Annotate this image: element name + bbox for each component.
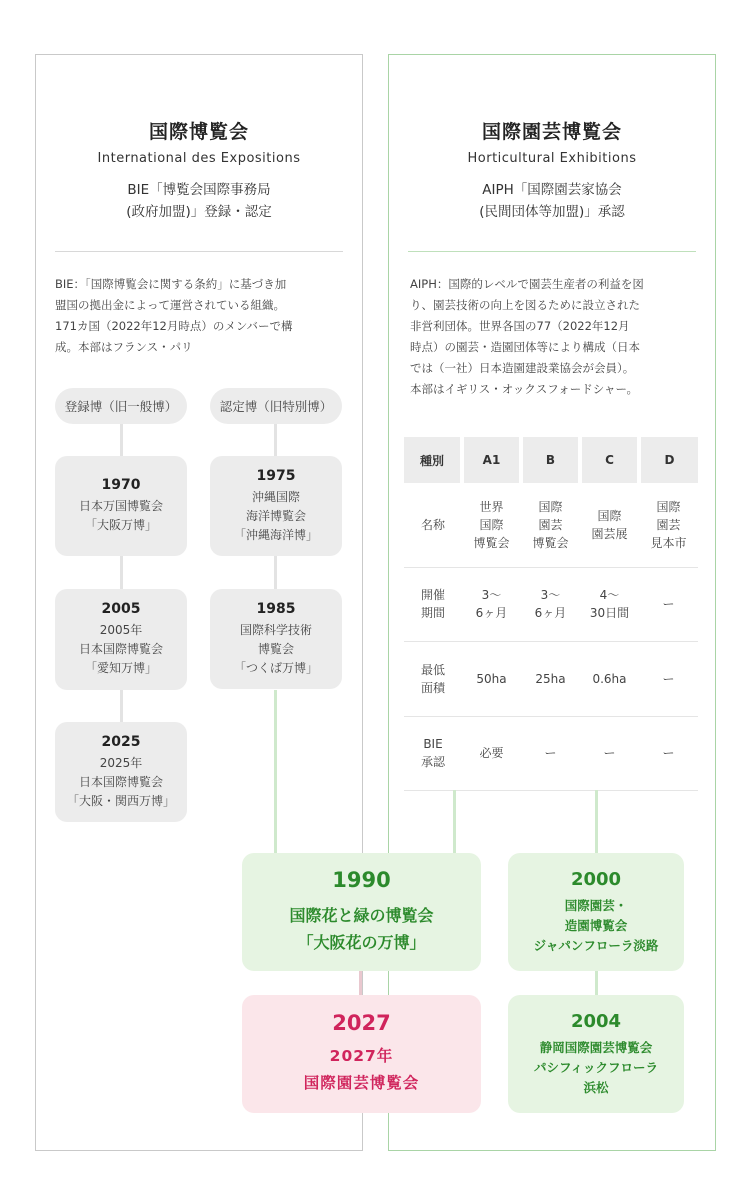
expo-name: 2025年 日本国際博覧会 「大阪・関西万博」 (66, 755, 175, 808)
table-cell: BIE 承認 (404, 716, 462, 790)
recognized-expo-label: 認定博（旧特別博） (210, 388, 342, 424)
aiph-desc-line: 非営利団体。世界各国の77（2022年12月 (410, 319, 630, 333)
expo-name: 国際科学技術 博覧会 「つくば万博」 (233, 622, 318, 675)
table-header-cell: B (521, 437, 580, 483)
table-cell: 国際 園芸 博覧会 (521, 483, 580, 567)
table-cell: 3～ 6ヶ月 (462, 567, 521, 641)
aiph-body: AIPH「国際園芸家協会 (民間団体等加盟)」承認 (479, 182, 625, 220)
table-row (404, 567, 698, 641)
table-cell: 0.6ha (580, 641, 639, 716)
expo-year: 2004 (570, 1010, 622, 1032)
table-cell: 3～ 6ヶ月 (521, 567, 580, 641)
table-row (404, 483, 698, 567)
aiph-description (410, 274, 710, 400)
2000-to-2004-connector (595, 970, 598, 997)
bie-body: BIE「博覧会国際事務局 (政府加盟)」登録・認定 (126, 182, 272, 220)
table-cell: 開催 期間 (404, 567, 462, 641)
aiph-divider (408, 251, 696, 252)
expo-2004-box (508, 995, 684, 1113)
expo-2025-box (55, 722, 187, 822)
expo-2000-box (508, 853, 684, 971)
table-cell: ー (639, 567, 698, 641)
table-cell: 世界 国際 博覧会 (462, 483, 521, 567)
expo-2005-box (55, 589, 187, 690)
expo-name: 日本万国博覧会 「大阪万博」 (78, 499, 163, 532)
expo-name: 2027年 国際園芸博覧会 (303, 1047, 420, 1092)
expo-year: 1970 (101, 477, 141, 493)
table-cell: 4～ 30日間 (580, 567, 639, 641)
table-cell: ー (639, 716, 698, 790)
expo-name: 静岡国際園芸博覧会 パシフィックフローラ 浜松 (533, 1039, 658, 1095)
bie-desc-line: 成。本部はフランス・パリ (55, 340, 193, 354)
c-to-2000-connector (595, 790, 598, 855)
aiph-title: 国際園芸博覧会 (481, 121, 622, 143)
aiph-subtitle: Horticultural Exhibitions (467, 151, 637, 166)
bie-divider (55, 251, 343, 252)
expo-year: 1985 (256, 600, 296, 617)
table-row (404, 716, 698, 790)
bie-subtitle: International des Expositions (97, 151, 301, 166)
aiph-category-table (404, 437, 698, 791)
expo-year: 2025 (101, 733, 141, 750)
1990-to-2027-connector (359, 970, 362, 997)
expo-year: 2000 (570, 868, 622, 890)
aiph-desc-line: 時点）の園芸・造園団体等により構成（日本 (410, 340, 640, 354)
table-cell: 25ha (521, 641, 580, 716)
table-cell: 国際 園芸展 (580, 483, 639, 567)
table-header-cell: A1 (462, 437, 521, 483)
a1-to-1990-connector (453, 790, 456, 855)
table-cell: 最低 面積 (404, 641, 462, 716)
table-cell: ー (639, 641, 698, 716)
expo-1985-box (210, 589, 342, 689)
expo-1990-box (242, 853, 481, 971)
expo-name: 国際花と緑の博覧会 「大阪花の万博」 (289, 906, 434, 952)
table-header-cell: C (580, 437, 639, 483)
expo-1975-box (210, 456, 342, 556)
bie-description (55, 274, 355, 358)
expo-year: 1990 (332, 868, 391, 892)
expo-year: 2005 (101, 601, 141, 617)
expo-year: 1975 (256, 467, 296, 484)
aiph-desc-line: 本部はイギリス・オックスフォードシャー。 (410, 382, 639, 396)
table-cell: 国際 園芸 見本市 (639, 483, 698, 567)
table-cell: 50ha (462, 641, 521, 716)
expo-name: 2005年 日本国際博覧会 「愛知万博」 (78, 623, 163, 675)
expo-name: 沖縄国際 海洋博覧会 「沖縄海洋博」 (233, 489, 318, 542)
bie-desc-line: 171カ国（2022年12月時点）のメンバーで構 (55, 319, 293, 333)
bie-title: 国際博覧会 (148, 121, 249, 143)
table-header-cell: D (639, 437, 698, 483)
expo-1970-box (55, 456, 187, 556)
table-header-cell: 種別 (404, 437, 462, 483)
expo-name: 国際園芸・ 造園博覧会 ジャパンフローラ淡路 (533, 897, 659, 953)
recognized-to-1990-connector (274, 690, 277, 855)
bie-desc-line: BIE：「国際博覧会に関する条約」に基づき加 (55, 277, 287, 291)
table-cell: ー (580, 716, 639, 790)
aiph-desc-line: り、園芸技術の向上を図るために設立された (410, 298, 640, 312)
aiph-desc-line: では（一社）日本造園建設業協会が会員）。 (410, 361, 635, 375)
bie-desc-line: 盟国の拠出金によって運営されている組織。 (55, 298, 285, 312)
aiph-desc-line: AIPH：国際的レベルで園芸生産者の利益を図 (410, 277, 644, 291)
registered-expo-label: 登録博（旧一般博） (55, 388, 187, 424)
expo-year: 2027 (332, 1011, 391, 1035)
table-cell: 名称 (404, 483, 462, 567)
table-header-row (404, 437, 698, 483)
expo-2027-box (242, 995, 481, 1113)
table-row (404, 641, 698, 716)
table-cell: ー (521, 716, 580, 790)
table-cell: 必要 (462, 716, 521, 790)
